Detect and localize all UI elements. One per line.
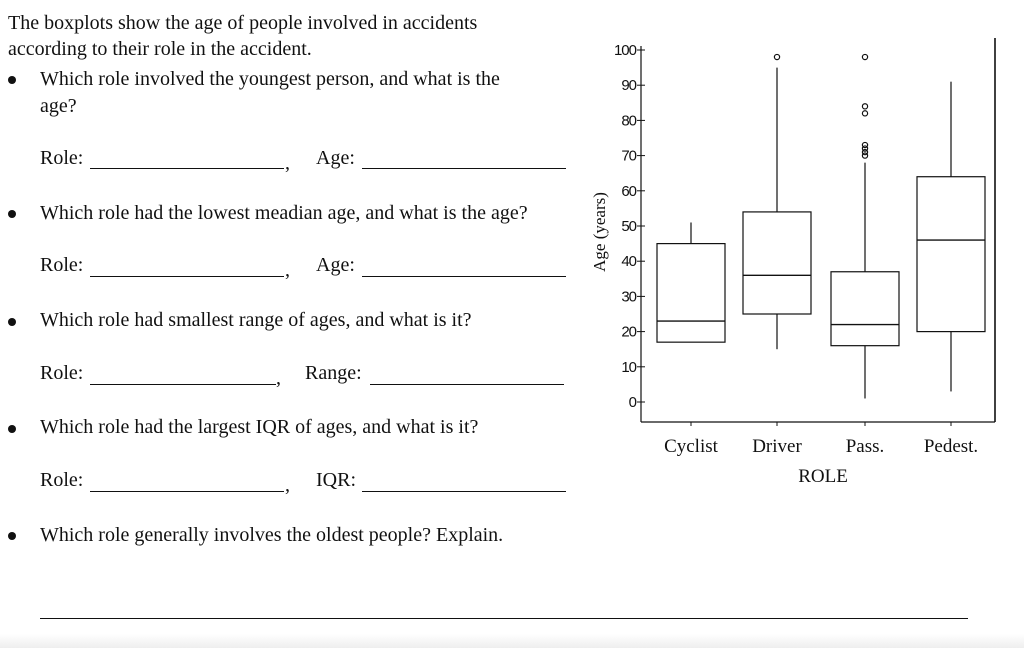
y-tick-label: 20 — [621, 323, 636, 341]
x-tick-label: Pass. — [845, 436, 885, 457]
x-axis-label: ROLE — [798, 466, 848, 487]
y-tick-label: 50 — [621, 218, 636, 235]
y-tick-label: 90 — [621, 77, 636, 95]
outlier-point — [774, 54, 779, 59]
y-tick-label: 40 — [621, 253, 636, 271]
boxplot-pass — [831, 54, 899, 398]
boxplot-cyclist — [657, 222, 725, 342]
x-tick-label: Cyclist — [664, 436, 718, 457]
iqr-label-4: IQR: — [316, 469, 356, 491]
role-label-4: Role: — [40, 469, 84, 491]
intro-text — [8, 10, 568, 62]
intro-line-1: The boxplots show the age of people involved in accidents — [8, 12, 478, 34]
iqr-box — [743, 212, 811, 314]
y-tick-label: 0 — [628, 394, 636, 411]
outlier-point — [862, 104, 867, 109]
comma-2: , — [285, 259, 290, 281]
y-tick-label: 10 — [621, 358, 636, 376]
explain-answer-blank-5[interactable] — [40, 618, 968, 619]
role-label-3: Role: — [40, 362, 84, 384]
question-4-text: Which role had the largest IQR of ages, and what is it? — [40, 416, 479, 438]
outlier-point — [862, 111, 867, 116]
outlier-point — [862, 54, 867, 59]
bullet-icon — [8, 318, 16, 326]
role-label-2: Role: — [40, 254, 84, 276]
y-tick-label: 70 — [621, 147, 636, 165]
x-tick-label: Pedest. — [923, 436, 979, 457]
outlier-point — [862, 142, 867, 147]
range-label-3: Range: — [305, 362, 362, 384]
y-axis-label: Age (years) — [590, 192, 609, 272]
question-1-line-1: Which role involved the youngest person, and what is the — [40, 68, 500, 90]
iqr-answer-blank-4[interactable] — [362, 491, 566, 492]
range-answer-blank-3[interactable] — [370, 384, 564, 385]
y-axis — [614, 42, 645, 411]
age-answer-blank-1[interactable] — [362, 168, 566, 169]
comma-4: , — [285, 474, 290, 496]
bullet-icon — [8, 76, 16, 84]
comma-3: , — [276, 367, 281, 389]
age-label-1: Age: — [316, 147, 355, 169]
iqr-box — [831, 272, 899, 346]
y-tick-label: 80 — [621, 112, 636, 130]
age-answer-blank-2[interactable] — [362, 276, 566, 277]
x-tick-label: Driver — [752, 436, 802, 457]
question-1-line-2: age? — [40, 95, 77, 117]
role-answer-blank-3[interactable] — [90, 384, 276, 385]
x-axis — [664, 422, 978, 457]
question-5-text: Which role generally involves the oldest people? Explain. — [40, 524, 504, 546]
age-label-2: Age: — [316, 254, 355, 276]
y-tick-label: 30 — [621, 288, 636, 306]
bullet-icon — [8, 210, 16, 218]
bullet-icon — [8, 532, 16, 540]
boxplots — [657, 54, 985, 398]
boxplot-chart — [585, 30, 1015, 500]
question-1-text — [40, 66, 500, 120]
page-bottom-shadow — [0, 634, 1024, 648]
question-2-text: Which role had the lowest meadian age, and what is the age? — [40, 202, 528, 224]
iqr-box — [917, 177, 985, 332]
y-tick-label: 100 — [613, 42, 636, 59]
boxplot-pedest — [917, 82, 985, 392]
question-3-text: Which role had smallest range of ages, and what is it? — [40, 309, 472, 331]
role-answer-blank-2[interactable] — [90, 276, 284, 277]
role-answer-blank-1[interactable] — [90, 168, 284, 169]
bullet-icon — [8, 425, 16, 433]
y-tick-label: 60 — [621, 182, 636, 200]
role-label-1: Role: — [40, 147, 84, 169]
intro-line-2: according to their role in the accident. — [8, 38, 312, 60]
iqr-box — [657, 244, 725, 343]
comma-1: , — [285, 152, 290, 174]
boxplot-driver — [743, 54, 811, 349]
role-answer-blank-4[interactable] — [90, 491, 284, 492]
